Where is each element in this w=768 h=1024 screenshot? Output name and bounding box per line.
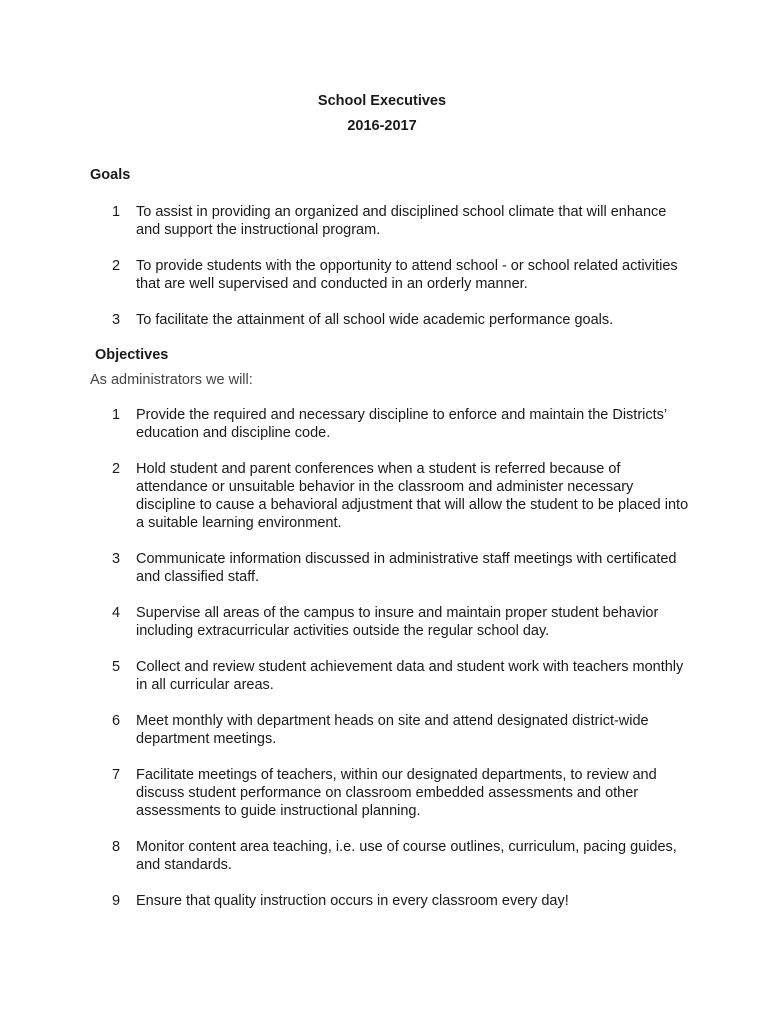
goals-heading: Goals: [90, 167, 131, 183]
objective-item: [112, 550, 692, 586]
objective-item: [112, 604, 692, 640]
objective-text: Hold student and parent conferences when a student is referred because of attendance or unsuitable behavior in the classroom and administer necessary discipline to cause a behavioral adjustment that will allow the student to be placed into a suitable learning environment.: [136, 461, 689, 531]
objective-item: [112, 838, 692, 874]
objective-number: 4: [112, 605, 121, 621]
objective-number: 6: [112, 713, 121, 729]
objective-item: [112, 766, 692, 820]
objective-item: [112, 406, 692, 442]
objective-item: [112, 658, 692, 694]
document-year: 2016-2017: [347, 118, 417, 134]
objective-text: Communicate information discussed in administrative staff meetings with certificated and classified staff.: [136, 551, 677, 585]
goal-text: To provide students with the opportunity to attend school - or school related activities that are well supervised and conducted in an orderly manner.: [136, 258, 678, 292]
objective-text: Provide the required and necessary discipline to enforce and maintain the Districts’ education and discipline code.: [136, 407, 667, 441]
objective-number: 9: [112, 893, 121, 909]
goal-item: [112, 203, 692, 239]
goal-number: 3: [112, 312, 121, 328]
objective-item: [112, 460, 692, 532]
objective-number: 7: [112, 767, 121, 783]
objective-number: 3: [112, 551, 121, 567]
objective-number: 1: [112, 407, 121, 423]
objective-text: Facilitate meetings of teachers, within our designated departments, to review and discuss student performance on classroom embedded assessments and other assessments to guide instructional planning.: [136, 767, 657, 819]
objective-item: [112, 892, 692, 910]
objective-text: Collect and review student achievement data and student work with teachers monthly in all curricular areas.: [136, 659, 684, 693]
objective-item: [112, 712, 692, 748]
goal-text: To facilitate the attainment of all school wide academic performance goals.: [136, 312, 614, 328]
goal-number: 2: [112, 258, 121, 274]
objective-number: 8: [112, 839, 121, 855]
objective-text: Ensure that quality instruction occurs in every classroom every day!: [136, 893, 569, 909]
objective-text: Supervise all areas of the campus to insure and maintain proper student behavior including extracurricular activities outside the regular school day.: [136, 605, 659, 639]
document-title: School Executives: [317, 93, 447, 109]
goal-number: 1: [112, 204, 121, 220]
objective-number: 2: [112, 461, 121, 477]
objectives-heading: Objectives: [95, 347, 169, 363]
objective-number: 5: [112, 659, 121, 675]
objective-text: Meet monthly with department heads on site and attend designated district-wide department meetings.: [136, 713, 649, 747]
goal-item: [112, 257, 692, 293]
goal-text: To assist in providing an organized and disciplined school climate that will enhance and support the instructional program.: [136, 204, 667, 238]
objective-text: Monitor content area teaching, i.e. use of course outlines, curriculum, pacing guides, and standards.: [136, 839, 677, 873]
goal-item: [112, 311, 692, 329]
objectives-intro: As administrators we will:: [90, 372, 253, 388]
